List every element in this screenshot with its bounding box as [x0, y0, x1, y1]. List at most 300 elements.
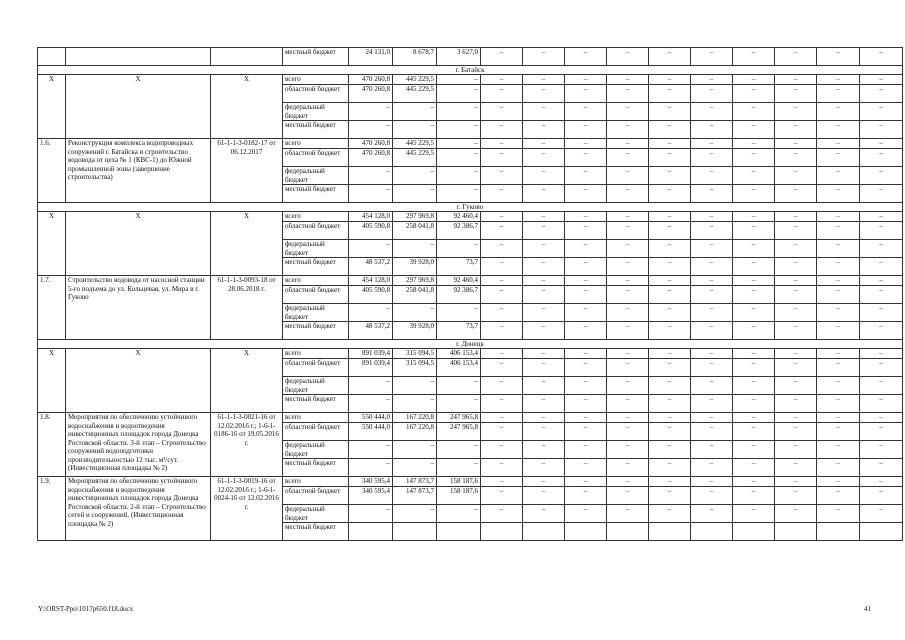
- amount-cell: –: [437, 139, 481, 149]
- amount-cell: 48 537,2: [349, 258, 393, 276]
- dash-cell: –: [860, 441, 903, 459]
- amount-cell: 470 260,8: [349, 75, 393, 85]
- dash-cell: –: [817, 349, 860, 359]
- dash-cell: –: [607, 413, 649, 423]
- dash-cell: –: [481, 258, 523, 276]
- dash-cell: –: [733, 349, 775, 359]
- city-name: г. Батайск: [38, 66, 903, 75]
- amount-cell: –: [349, 103, 393, 121]
- dash-cell: –: [565, 103, 607, 121]
- budget-type-label: федеральный бюджет: [283, 441, 349, 459]
- dash-cell: –: [565, 359, 607, 377]
- dash-cell: –: [523, 222, 565, 240]
- table-row: [38, 139, 903, 149]
- dash-cell: –: [481, 121, 523, 139]
- dash-cell: –: [607, 423, 649, 441]
- dash-cell: –: [691, 459, 733, 477]
- item-number: X: [38, 212, 66, 276]
- dash-cell: –: [691, 103, 733, 121]
- table-row: [38, 349, 903, 359]
- budget-type-label: областной бюджет: [283, 286, 349, 304]
- dash-cell: –: [817, 85, 860, 103]
- amount-cell: –: [437, 304, 481, 322]
- dash-cell: –: [775, 477, 817, 487]
- amount-cell: –: [437, 377, 481, 395]
- dash-cell: –: [565, 322, 607, 340]
- dash-cell: –: [860, 103, 903, 121]
- amount-cell: 3 627,0: [437, 48, 481, 66]
- dash-cell: –: [649, 395, 691, 413]
- dash-cell: [523, 523, 565, 541]
- amount-cell: 92 460,4: [437, 212, 481, 222]
- dash-cell: –: [817, 286, 860, 304]
- dash-cell: –: [649, 505, 691, 523]
- budget-type-label: федеральный бюджет: [283, 304, 349, 322]
- table-row: [38, 477, 903, 487]
- dash-cell: –: [860, 48, 903, 66]
- dash-cell: –: [649, 75, 691, 85]
- budget-type-label: всего: [283, 139, 349, 149]
- dash-cell: –: [607, 75, 649, 85]
- amount-cell: 550 444,0: [349, 413, 393, 423]
- dash-cell: –: [523, 359, 565, 377]
- amount-cell: –: [349, 377, 393, 395]
- dash-cell: –: [607, 377, 649, 395]
- item-number: 1.7.: [38, 276, 66, 340]
- dash-cell: –: [733, 395, 775, 413]
- dash-cell: –: [481, 286, 523, 304]
- dash-cell: –: [691, 85, 733, 103]
- dash-cell: –: [775, 103, 817, 121]
- dash-cell: –: [523, 487, 565, 505]
- dash-cell: –: [817, 413, 860, 423]
- budget-type-label: областной бюджет: [283, 222, 349, 240]
- dash-cell: –: [817, 212, 860, 222]
- amount-cell: –: [393, 505, 437, 523]
- dash-cell: [733, 523, 775, 541]
- budget-type-label: местный бюджет: [283, 459, 349, 477]
- dash-cell: –: [860, 222, 903, 240]
- dash-cell: –: [565, 487, 607, 505]
- dash-cell: –: [733, 459, 775, 477]
- dash-cell: –: [649, 359, 691, 377]
- dash-cell: –: [691, 395, 733, 413]
- dash-cell: –: [691, 139, 733, 149]
- dash-cell: –: [860, 121, 903, 139]
- item-document: 61-1-1-3-0019-16 от 12.02.2016 г.; 1-6-1-0024-16 от 12.02.2016 г.: [211, 477, 283, 541]
- dash-cell: –: [523, 48, 565, 66]
- dash-cell: –: [691, 304, 733, 322]
- dash-cell: –: [607, 487, 649, 505]
- dash-cell: –: [523, 149, 565, 167]
- budget-type-label: местный бюджет: [283, 258, 349, 276]
- item-name: Строительство водовода от насосной станции 5-го подъема до ул. Кольцевая, ул. Мира в г. Гуково: [66, 276, 211, 340]
- dash-cell: –: [691, 286, 733, 304]
- budget-type-label: областной бюджет: [283, 359, 349, 377]
- amount-cell: 340 595,4: [349, 487, 393, 505]
- dash-cell: –: [860, 286, 903, 304]
- amount-cell: [349, 523, 393, 541]
- dash-cell: –: [691, 487, 733, 505]
- dash-cell: –: [607, 286, 649, 304]
- dash-cell: –: [523, 121, 565, 139]
- amount-cell: 550 444,0: [349, 423, 393, 441]
- dash-cell: –: [775, 487, 817, 505]
- dash-cell: –: [775, 395, 817, 413]
- table-row: [38, 212, 903, 222]
- dash-cell: –: [733, 185, 775, 203]
- amount-cell: 158 187,6: [437, 477, 481, 487]
- dash-cell: –: [860, 139, 903, 149]
- amount-cell: –: [437, 505, 481, 523]
- item-number: 1.6.: [38, 139, 66, 203]
- amount-cell: –: [393, 377, 437, 395]
- dash-cell: –: [691, 377, 733, 395]
- amount-cell: –: [393, 240, 437, 258]
- dash-cell: –: [565, 149, 607, 167]
- dash-cell: –: [775, 149, 817, 167]
- dash-cell: –: [860, 505, 903, 523]
- dash-cell: –: [523, 258, 565, 276]
- budget-type-label: местный бюджет: [283, 395, 349, 413]
- budget-type-label: федеральный бюджет: [283, 167, 349, 185]
- dash-cell: –: [860, 322, 903, 340]
- amount-cell: 92 386,7: [437, 286, 481, 304]
- dash-cell: –: [775, 359, 817, 377]
- amount-cell: –: [437, 85, 481, 103]
- amount-cell: –: [393, 167, 437, 185]
- dash-cell: –: [817, 477, 860, 487]
- dash-cell: –: [860, 185, 903, 203]
- dash-cell: –: [860, 304, 903, 322]
- dash-cell: –: [565, 258, 607, 276]
- dash-cell: –: [565, 395, 607, 413]
- dash-cell: –: [817, 441, 860, 459]
- dash-cell: –: [817, 423, 860, 441]
- dash-cell: –: [565, 85, 607, 103]
- dash-cell: –: [607, 505, 649, 523]
- amount-cell: –: [437, 185, 481, 203]
- dash-cell: –: [817, 185, 860, 203]
- dash-cell: –: [775, 276, 817, 286]
- dash-cell: –: [817, 258, 860, 276]
- amount-cell: –: [437, 121, 481, 139]
- dash-cell: –: [607, 185, 649, 203]
- amount-cell: –: [393, 121, 437, 139]
- dash-cell: –: [607, 276, 649, 286]
- budget-table: [37, 47, 903, 541]
- budget-type-label: федеральный бюджет: [283, 377, 349, 395]
- dash-cell: –: [860, 349, 903, 359]
- dash-cell: –: [565, 75, 607, 85]
- amount-cell: 39 928,0: [393, 258, 437, 276]
- dash-cell: –: [649, 185, 691, 203]
- dash-cell: –: [565, 185, 607, 203]
- city-header-row: [38, 66, 903, 75]
- dash-cell: –: [733, 222, 775, 240]
- budget-type-label: местный бюджет: [283, 322, 349, 340]
- amount-cell: –: [349, 185, 393, 203]
- item-name: Реконструкция комплекса водопроводных сооружений г. Батайска и строительство водовода от цеха № 1 (КВС-1) до Южной промышленной зоны (завершение строительства): [66, 139, 211, 203]
- dash-cell: –: [523, 377, 565, 395]
- dash-cell: –: [733, 377, 775, 395]
- dash-cell: –: [649, 167, 691, 185]
- dash-cell: [649, 523, 691, 541]
- dash-cell: –: [649, 222, 691, 240]
- dash-cell: –: [565, 222, 607, 240]
- dash-cell: –: [649, 276, 691, 286]
- budget-type-label: всего: [283, 212, 349, 222]
- dash-cell: –: [817, 359, 860, 377]
- budget-type-label: федеральный бюджет: [283, 505, 349, 523]
- dash-cell: –: [649, 487, 691, 505]
- dash-cell: –: [733, 286, 775, 304]
- amount-cell: –: [437, 167, 481, 185]
- dash-cell: [775, 523, 817, 541]
- dash-cell: –: [481, 212, 523, 222]
- amount-cell: –: [349, 304, 393, 322]
- dash-cell: –: [775, 505, 817, 523]
- dash-cell: –: [565, 48, 607, 66]
- dash-cell: –: [481, 149, 523, 167]
- dash-cell: –: [607, 441, 649, 459]
- item-document: 61-1-1-3-0182-17 от 06.12.2017: [211, 139, 283, 203]
- dash-cell: –: [775, 212, 817, 222]
- dash-cell: –: [565, 240, 607, 258]
- amount-cell: 258 041,8: [393, 286, 437, 304]
- dash-cell: –: [817, 48, 860, 66]
- dash-cell: –: [607, 349, 649, 359]
- dash-cell: –: [607, 359, 649, 377]
- dash-cell: –: [481, 377, 523, 395]
- dash-cell: –: [775, 459, 817, 477]
- item-document: X: [211, 349, 283, 413]
- dash-cell: –: [860, 75, 903, 85]
- budget-type-label: областной бюджет: [283, 85, 349, 103]
- dash-cell: –: [733, 103, 775, 121]
- amount-cell: 470 260,8: [349, 139, 393, 149]
- dash-cell: –: [691, 185, 733, 203]
- dash-cell: –: [733, 322, 775, 340]
- amount-cell: –: [437, 149, 481, 167]
- dash-cell: –: [649, 322, 691, 340]
- dash-cell: –: [860, 149, 903, 167]
- dash-cell: –: [523, 441, 565, 459]
- dash-cell: –: [565, 139, 607, 149]
- dash-cell: –: [817, 222, 860, 240]
- amount-cell: 470 260,8: [349, 149, 393, 167]
- city-name: г. Гуково: [38, 203, 903, 212]
- dash-cell: –: [860, 276, 903, 286]
- dash-cell: [481, 523, 523, 541]
- budget-type-label: всего: [283, 349, 349, 359]
- dash-cell: –: [523, 349, 565, 359]
- dash-cell: –: [649, 121, 691, 139]
- dash-cell: –: [649, 304, 691, 322]
- dash-cell: –: [775, 48, 817, 66]
- dash-cell: –: [523, 322, 565, 340]
- dash-cell: –: [817, 103, 860, 121]
- dash-cell: –: [733, 167, 775, 185]
- dash-cell: –: [523, 139, 565, 149]
- dash-cell: –: [691, 276, 733, 286]
- dash-cell: –: [649, 377, 691, 395]
- dash-cell: –: [481, 359, 523, 377]
- dash-cell: –: [775, 222, 817, 240]
- amount-cell: –: [349, 395, 393, 413]
- dash-cell: –: [775, 139, 817, 149]
- amount-cell: –: [437, 441, 481, 459]
- dash-cell: [607, 523, 649, 541]
- dash-cell: –: [691, 222, 733, 240]
- dash-cell: –: [565, 377, 607, 395]
- budget-type-label: местный бюджет: [283, 48, 349, 66]
- dash-cell: –: [860, 459, 903, 477]
- dash-cell: –: [481, 505, 523, 523]
- dash-cell: –: [523, 75, 565, 85]
- dash-cell: –: [607, 103, 649, 121]
- amount-cell: –: [349, 441, 393, 459]
- budget-type-label: всего: [283, 477, 349, 487]
- budget-type-label: всего: [283, 276, 349, 286]
- city-header-row: [38, 203, 903, 212]
- dash-cell: –: [607, 240, 649, 258]
- dash-cell: –: [565, 212, 607, 222]
- dash-cell: –: [733, 48, 775, 66]
- budget-type-label: областной бюджет: [283, 149, 349, 167]
- dash-cell: –: [607, 222, 649, 240]
- amount-cell: 258 041,8: [393, 222, 437, 240]
- dash-cell: –: [565, 304, 607, 322]
- dash-cell: –: [775, 85, 817, 103]
- table-row: [38, 48, 903, 66]
- dash-cell: –: [523, 103, 565, 121]
- dash-cell: –: [649, 85, 691, 103]
- dash-cell: –: [565, 505, 607, 523]
- dash-cell: –: [649, 459, 691, 477]
- dash-cell: –: [481, 75, 523, 85]
- amount-cell: –: [393, 304, 437, 322]
- dash-cell: –: [481, 441, 523, 459]
- item-name: X: [66, 349, 211, 413]
- dash-cell: –: [817, 505, 860, 523]
- dash-cell: –: [817, 377, 860, 395]
- dash-cell: –: [523, 395, 565, 413]
- amount-cell: –: [437, 103, 481, 121]
- dash-cell: [817, 523, 860, 541]
- dash-cell: –: [691, 441, 733, 459]
- amount-cell: –: [349, 121, 393, 139]
- amount-cell: –: [393, 185, 437, 203]
- amount-cell: –: [437, 395, 481, 413]
- dash-cell: [691, 523, 733, 541]
- amount-cell: 454 128,0: [349, 212, 393, 222]
- dash-cell: –: [860, 240, 903, 258]
- amount-cell: –: [393, 395, 437, 413]
- amount-cell: –: [437, 240, 481, 258]
- dash-cell: –: [649, 286, 691, 304]
- dash-cell: –: [733, 240, 775, 258]
- dash-cell: [565, 523, 607, 541]
- dash-cell: –: [733, 75, 775, 85]
- dash-cell: –: [649, 240, 691, 258]
- budget-type-label: областной бюджет: [283, 487, 349, 505]
- dash-cell: –: [523, 505, 565, 523]
- dash-cell: –: [691, 149, 733, 167]
- table-row: [38, 276, 903, 286]
- dash-cell: –: [817, 149, 860, 167]
- dash-cell: –: [733, 441, 775, 459]
- dash-cell: –: [691, 240, 733, 258]
- dash-cell: –: [860, 167, 903, 185]
- amount-cell: 891 039,4: [349, 359, 393, 377]
- item-name: Мероприятия по обеспечению устойчивого водоснабжения и водоотведения инвестиционных площадок города Донецка Ростовской области. 2-й этап – Строительство сетей и сооружений. (Инвестиционная площадка № 2): [66, 477, 211, 541]
- amount-cell: –: [349, 505, 393, 523]
- amount-cell: 405 590,8: [349, 222, 393, 240]
- amount-cell: 470 260,8: [349, 85, 393, 103]
- dash-cell: –: [481, 487, 523, 505]
- dash-cell: –: [860, 258, 903, 276]
- dash-cell: –: [733, 121, 775, 139]
- dash-cell: –: [649, 441, 691, 459]
- amount-cell: 247 965,8: [437, 413, 481, 423]
- item-document: 61-1-1-3-0093-18 от 28.06.2018 г.: [211, 276, 283, 340]
- city-header-row: [38, 340, 903, 349]
- amount-cell: 315 094,5: [393, 349, 437, 359]
- dash-cell: –: [565, 286, 607, 304]
- dash-cell: –: [733, 423, 775, 441]
- dash-cell: –: [523, 304, 565, 322]
- item-number: 1.8.: [38, 413, 66, 477]
- budget-table-sheet: [37, 47, 883, 541]
- item-number: X: [38, 75, 66, 139]
- dash-cell: –: [565, 413, 607, 423]
- dash-cell: –: [860, 395, 903, 413]
- amount-cell: 445 229,5: [393, 139, 437, 149]
- amount-cell: 405 590,8: [349, 286, 393, 304]
- amount-cell: –: [349, 167, 393, 185]
- dash-cell: –: [775, 441, 817, 459]
- dash-cell: –: [607, 121, 649, 139]
- dash-cell: –: [607, 304, 649, 322]
- budget-type-label: местный бюджет: [283, 523, 349, 541]
- budget-type-label: местный бюджет: [283, 185, 349, 203]
- dash-cell: –: [523, 276, 565, 286]
- dash-cell: –: [649, 477, 691, 487]
- dash-cell: –: [817, 276, 860, 286]
- dash-cell: –: [565, 459, 607, 477]
- empty-cell: [66, 48, 211, 66]
- dash-cell: –: [565, 423, 607, 441]
- dash-cell: –: [817, 304, 860, 322]
- dash-cell: –: [691, 121, 733, 139]
- dash-cell: –: [523, 477, 565, 487]
- dash-cell: –: [649, 139, 691, 149]
- budget-type-label: областной бюджет: [283, 423, 349, 441]
- dash-cell: –: [607, 477, 649, 487]
- dash-cell: –: [649, 149, 691, 167]
- amount-cell: 891 039,4: [349, 349, 393, 359]
- dash-cell: –: [481, 139, 523, 149]
- dash-cell: –: [607, 212, 649, 222]
- budget-type-label: местный бюджет: [283, 121, 349, 139]
- dash-cell: –: [860, 413, 903, 423]
- amount-cell: 24 131,0: [349, 48, 393, 66]
- dash-cell: –: [649, 413, 691, 423]
- dash-cell: –: [775, 75, 817, 85]
- amount-cell: [393, 523, 437, 541]
- dash-cell: –: [607, 139, 649, 149]
